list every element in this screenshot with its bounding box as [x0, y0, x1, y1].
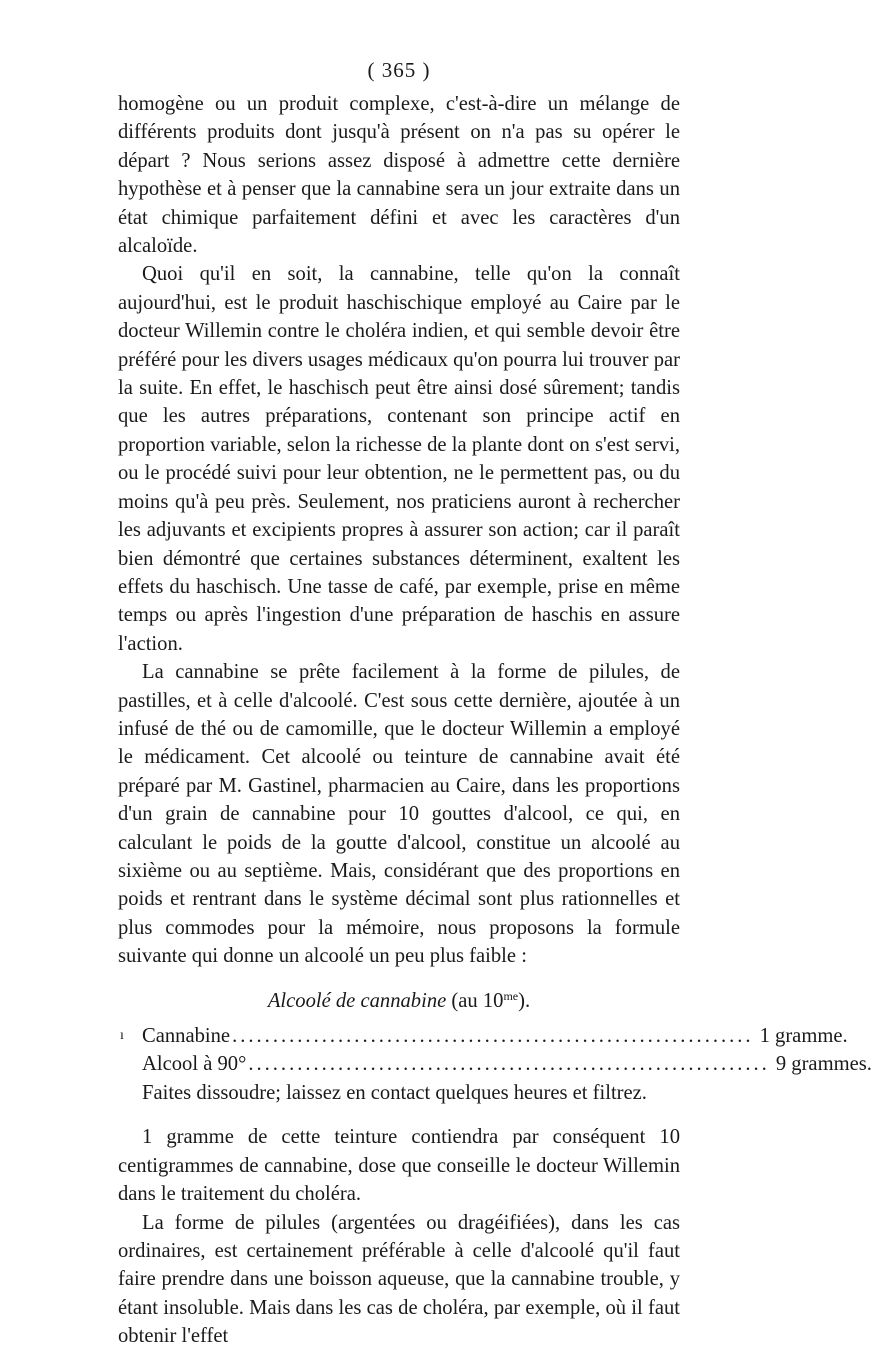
paragraph-cannabine-usage: Quoi qu'il en soit, la cannabine, telle qu'on la connaît aujourd'hui, est le produit haschischique employé au Caire par le docteur Willemin contre le choléra indien, et qui semble devoir être préféré pour les divers usages médicaux qu'on pourra lui trouver par la suite. En effet, le haschisch peut être ainsi dosé sûrement; tandis que les autres préparations, contenant son principe actif en proportion variable, selon la richesse de la plante dont on s'est servi, ou le procédé suivi pour leur obtention, ne le permettent pas, ou du moins qu'à peu près. Seulement, nos praticiens auront à rechercher les adjuvants et excipients propres à assurer son action; car il paraît bien démontré que certaines substances déterminent, exaltent les effets du haschisch. Une tasse de café, par exemple, prise en même temps ou après l'ingestion d'une préparation de haschis en assure l'action. — [118, 263, 680, 655]
ingredient-name: Cannabine — [142, 1024, 231, 1047]
page-number: ( 365 ) — [367, 58, 431, 82]
recipe-instruction: Faites dissoudre; laissez en contact quelques heures et filtrez. — [142, 1081, 647, 1104]
recipe-title-italic: Alcoolé de cannabine — [267, 989, 447, 1012]
margin-mark: ı — [120, 1027, 124, 1043]
book-page — [118, 56, 872, 1348]
ingredient-quantity: 1 gramme. — [759, 1024, 848, 1047]
recipe-title — [118, 981, 680, 1016]
recipe-title-rest: (au 10 — [446, 989, 504, 1012]
recipe-title-end: ). — [518, 989, 531, 1012]
ingredient-name: Alcool à 90° — [142, 1053, 247, 1076]
paragraph-dose: 1 gramme de cette teinture contiendra par conséquent 10 centigrammes de cannabine, dose que conseille le docteur Willemin dans le traitement du choléra. — [118, 1126, 680, 1206]
paragraph-cannabine-forms: La cannabine se prête facilement à la forme de pilules, de pastilles, et à celle d'alcoolé. C'est sous cette dernière, ajoutée à un infusé de thé ou de camomille, que le docteur Willemin a employé le médicament. Cet alcoolé ou teinture de cannabine avait été préparé par M. Gastinel, pharmacien au Caire, dans les proportions d'un grain de cannabine pour 10 gouttes d'alcool, ce qui, en calculant le poids de la goutte d'alcool, constitue un alcoolé au sixième ou au septième. Mais, considérant que des proportions en poids et rentrant dans le système décimal sont plus rationnelles et plus commodes pour la mémoire, nous proposons la formule suivante qui donne un alcoolé un peu plus faible : — [118, 661, 680, 968]
paragraph-pill-form: La forme de pilules (argentées ou dragéifiées), dans les cas ordinaires, est certainement préférable à celle d'alcoolé qu'il faut faire prendre dans une boisson aqueuse, que la cannabine trouble, y étant insoluble. Mais dans les cas de choléra, par exemple, où il faut obtenir l'effet — [118, 1211, 680, 1348]
paragraph-continuation: homogène ou un produit complexe, c'est-à-dire un mélange de différents produits dont jusqu'à présent on n'a pas su opérer le départ ? Nous serions assez disposé à admettre cette dernière hypothèse et à penser que la cannabine sera un jour extraite dans un état chimique parfaitement défini et avec les caractères d'un alcaloïde. — [118, 93, 680, 258]
dot-leader: ................................................................ — [248, 1053, 770, 1076]
spacer — [118, 1111, 680, 1123]
ingredient-quantity: 9 grammes. — [775, 1053, 872, 1076]
recipe-row — [118, 1050, 872, 1079]
dot-leader: ................................................................ — [232, 1024, 754, 1047]
recipe-title-sup: me — [503, 988, 519, 1003]
recipe-formula — [118, 1022, 872, 1108]
recipe-row — [118, 1022, 848, 1051]
